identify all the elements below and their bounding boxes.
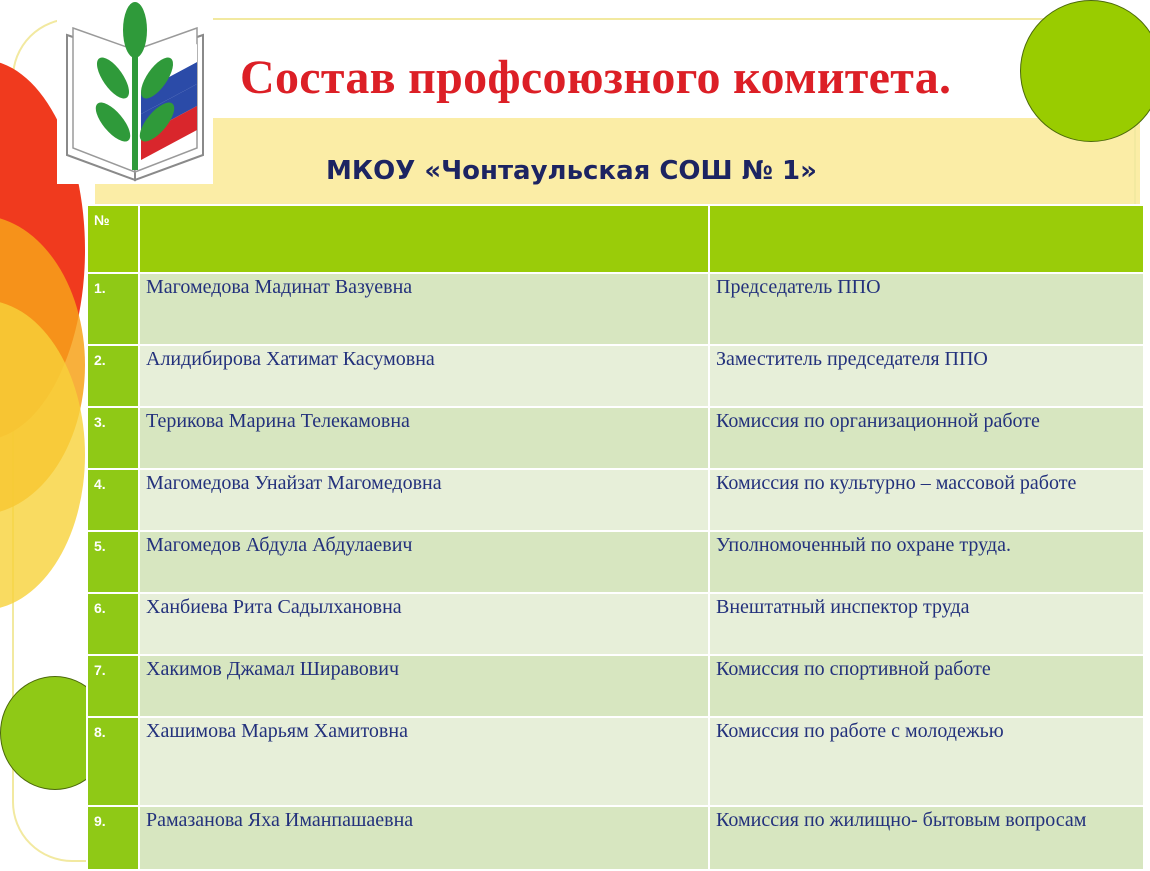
table-row — [87, 655, 1144, 717]
row-num: 5. — [87, 531, 139, 593]
trade-union-logo-icon — [57, 0, 213, 184]
member-name: Магомедов Абдула Абдулаевич — [139, 531, 709, 593]
row-num: 4. — [87, 469, 139, 531]
member-role: Уполномоченный по охране труда. — [709, 531, 1144, 593]
row-num: 2. — [87, 345, 139, 407]
page-title: Состав профсоюзного комитета. — [240, 51, 952, 104]
member-role: Комиссия по организационной работе — [709, 407, 1144, 469]
member-role: Заместитель председателя ППО — [709, 345, 1144, 407]
header-role — [709, 205, 1144, 273]
table-row — [87, 273, 1144, 345]
row-num: 8. — [87, 717, 139, 806]
member-role: Комиссия по работе с молодежью — [709, 717, 1144, 806]
member-name: Рамазанова Яха Иманпашаевна — [139, 806, 709, 870]
member-name: Терикова Марина Телекамовна — [139, 407, 709, 469]
member-name: Магомедова Мадинат Вазуевна — [139, 273, 709, 345]
member-role: Внештатный инспектор труда — [709, 593, 1144, 655]
table-header-row — [87, 205, 1144, 273]
table-row — [87, 531, 1144, 593]
table-row — [87, 469, 1144, 531]
header-name — [139, 205, 709, 273]
row-num: 3. — [87, 407, 139, 469]
table-row — [87, 593, 1144, 655]
table-row — [87, 345, 1144, 407]
member-role: Комиссия по жилищно- бытовым вопросам — [709, 806, 1144, 870]
committee-table — [86, 204, 1145, 871]
member-role: Комиссия по спортивной работе — [709, 655, 1144, 717]
member-name: Хашимова Марьям Хамитовна — [139, 717, 709, 806]
member-name: Хакимов Джамал Ширавович — [139, 655, 709, 717]
table-row — [87, 806, 1144, 870]
green-circle-top-right — [1020, 0, 1150, 142]
member-name: Ханбиева Рита Садылхановна — [139, 593, 709, 655]
row-num: 1. — [87, 273, 139, 345]
row-num: 6. — [87, 593, 139, 655]
header-num: № — [87, 205, 139, 273]
row-num: 9. — [87, 806, 139, 870]
school-subtitle: МКОУ «Чонтаульская СОШ № 1» — [326, 156, 817, 186]
logo — [57, 0, 213, 184]
table-row — [87, 717, 1144, 806]
member-role: Комиссия по культурно – массовой работе — [709, 469, 1144, 531]
row-num: 7. — [87, 655, 139, 717]
member-name: Магомедова Унайзат Магомедовна — [139, 469, 709, 531]
table-row — [87, 407, 1144, 469]
member-name: Алидибирова Хатимат Касумовна — [139, 345, 709, 407]
member-role: Председатель ППО — [709, 273, 1144, 345]
